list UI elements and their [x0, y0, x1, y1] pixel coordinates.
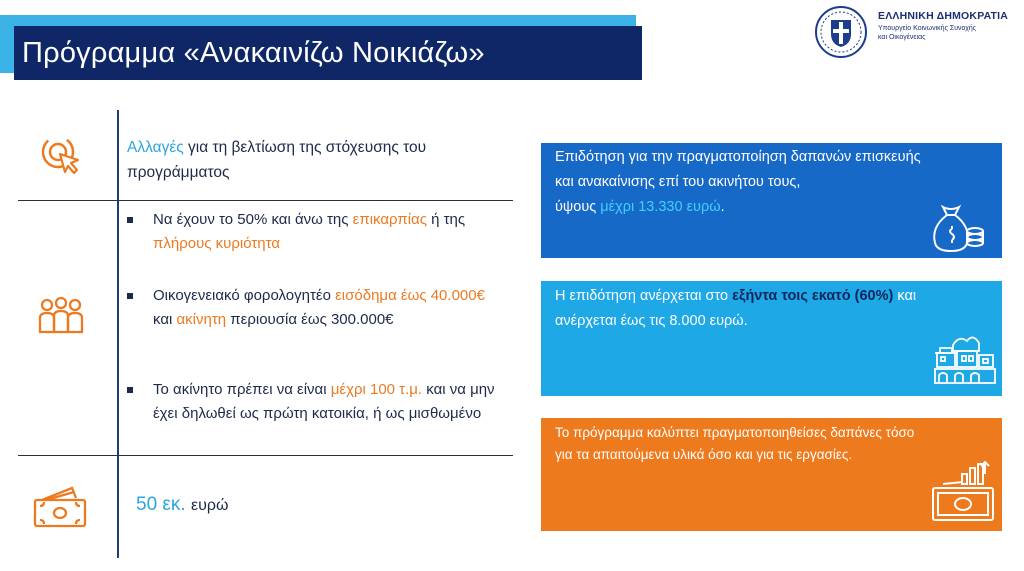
budget-amount — [136, 494, 228, 516]
budget-unit: ευρώ — [190, 497, 229, 514]
bullet-highlight: εισόδημα — [335, 287, 397, 304]
bullet-text: Το ακίνητο πρέπει να είναι — [153, 381, 331, 398]
changes-highlight: Αλλαγές — [127, 139, 184, 156]
bullet-marker — [127, 387, 133, 393]
bullet-text: και να μην έχει δηλωθεί ως πρώτη κατοικία, ή ως μισθωμένο — [153, 381, 495, 422]
bullet-marker — [127, 293, 133, 299]
subsidy-prefix: ύψους — [555, 199, 601, 215]
bullet-text: ή της — [426, 211, 466, 228]
percentage-highlight: εξήντα τοις εκατό (60%) — [732, 288, 894, 304]
greek-emblem-icon — [814, 5, 868, 59]
table-vertical-divider — [117, 110, 119, 558]
coverage-box — [541, 418, 1002, 531]
bullet-text: Οικογενειακό φορολογητέο — [153, 287, 336, 304]
table-row-divider — [18, 200, 513, 201]
logo-title: ΕΛΛΗΝΙΚΗ ΔΗΜΟΚΡΑΤΙΑ — [878, 10, 1009, 22]
list-item — [127, 378, 497, 426]
logo-ministry-cont: και Οικογένειας — [878, 34, 926, 41]
cash-growth-icon — [929, 458, 995, 524]
cash-icon — [32, 486, 88, 530]
percentage-text — [555, 284, 925, 334]
coverage-text: Το πρόγραμμα καλύπτει πραγματοποιηθείσες δαπάνες τόσο για τα απαιτούμενα υλικά όσο και για τις εργασίες. — [555, 425, 915, 462]
bullet-highlight: ακίνητη — [176, 311, 227, 328]
subsidy-desc: Επιδότηση για την πραγματοποίηση δαπανών επισκευής και ανακαίνισης επί του ακινήτου τους, — [555, 149, 921, 190]
people-group-icon — [36, 296, 86, 336]
changes-heading — [127, 135, 497, 185]
money-bag-icon — [929, 201, 985, 255]
bullet-marker — [127, 217, 133, 223]
bullet-text: Να έχουν το 50% και άνω της — [153, 211, 353, 228]
bullet-text: και — [153, 311, 177, 328]
bullet-highlight: μέχρι 100 τ.μ. — [330, 381, 423, 398]
changes-text: για τη βελτίωση της στόχευσης του προγράμματος — [127, 139, 427, 181]
percentage-suffix: και ανέρχεται έως τις 8.000 ευρώ. — [555, 288, 917, 329]
bullet-highlight: έως 40.000€ — [400, 287, 485, 304]
percentage-box — [541, 281, 1002, 396]
bullet-text: περιουσία έως 300.000€ — [226, 311, 394, 328]
houses-icon — [933, 331, 997, 391]
logo-ministry: Υπουργείο Κοινωνικής Συνοχής — [878, 25, 977, 32]
page-title: Πρόγραμμα «Ανακαινίζω Νοικιάζω» — [22, 37, 485, 69]
bullet-highlight: πλήρους κυριότητα — [153, 235, 281, 252]
subsidy-suffix: . — [720, 199, 725, 215]
cursor-click-icon — [38, 132, 84, 178]
subsidy-box — [541, 143, 1002, 258]
bullet-highlight: επικαρπίας — [352, 211, 427, 228]
percentage-prefix: Η επιδότηση ανέρχεται στο — [555, 288, 733, 304]
budget-number: 50 εκ. — [136, 494, 186, 515]
subsidy-text — [555, 145, 925, 220]
subsidy-highlight: μέχρι 13.330 ευρώ — [600, 199, 721, 215]
table-row-divider — [18, 455, 513, 456]
list-item — [127, 208, 497, 256]
list-item — [127, 284, 497, 332]
